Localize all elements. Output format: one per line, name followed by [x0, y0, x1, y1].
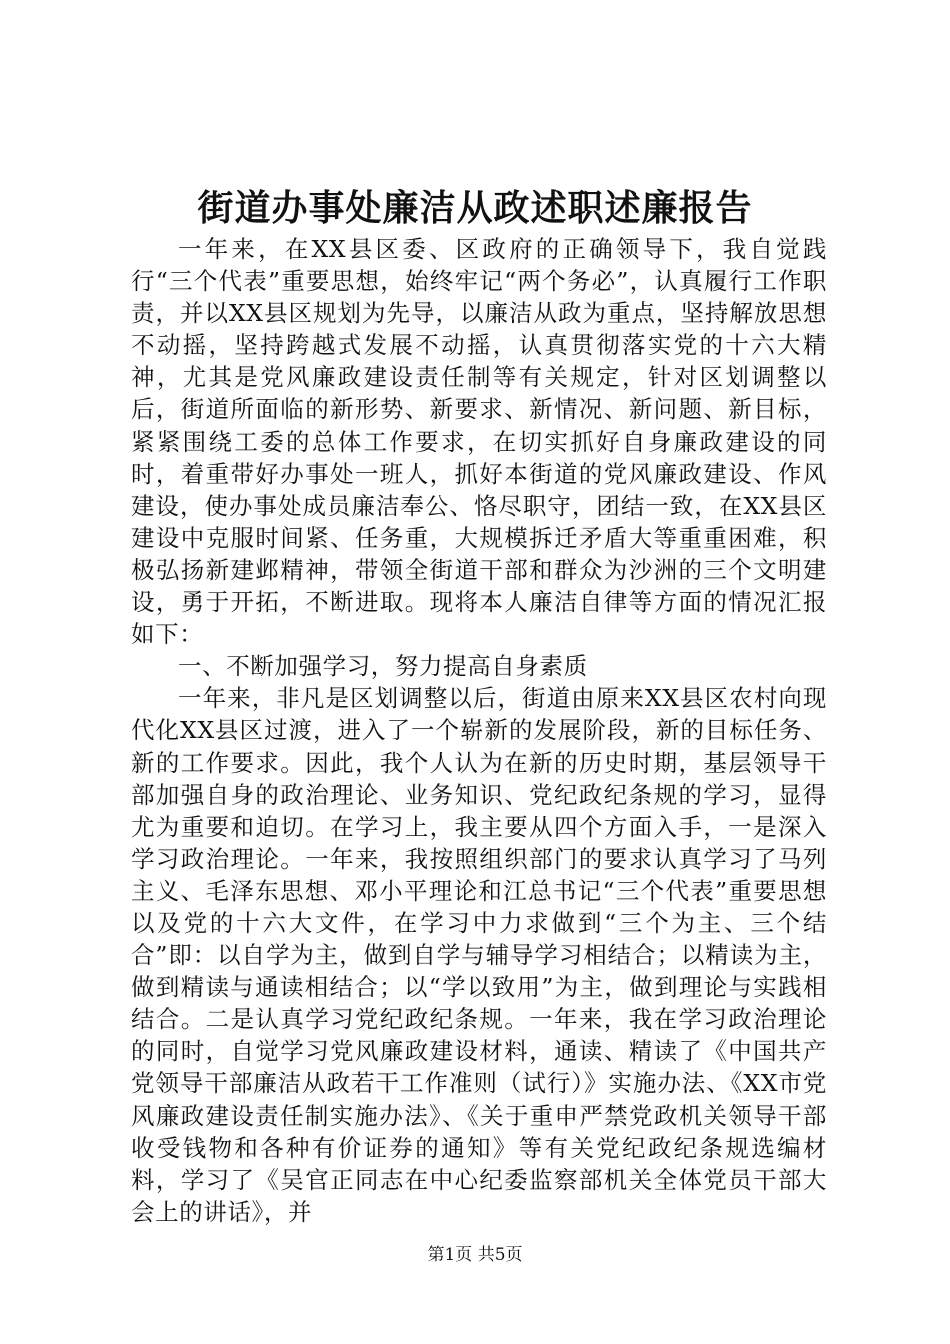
- document-title: 街道办事处廉洁从政述职述廉报告: [197, 187, 753, 229]
- page-footer: 第1页 共5页: [427, 1245, 523, 1265]
- section-heading-1: 一、不断加强学习，努力提高自身素质: [178, 652, 588, 681]
- paragraph-intro: 一年来，在XX县区委、区政府的正确领导下，我自觉践行“三个代表”重要思想，始终牢记“两个务必”，认真履行工作职责，并以XX县区规划为先导，以廉洁从政为重点，坚持解放思想不动摇，坚持跨越式发展不动摇，认真贯彻落实党的十六大精神，尤其是党风廉政建设责任制等有关规定，针对区划调整以后，街道所面临的新形势、新要求、新情况、新问题、新目标，紧紧围绕工委的总体工作要求，在切实抓好自身廉政建设的同时，着重带好办事处一班人，抓好本街道的党风廉政建设、作风建设，使办事处成员廉洁奉公、恪尽职守，团结一致，在XX县区建设中克服时间紧、任务重，大规模拆迁矛盾大等重重困难，积极弘扬新建邺精神，带领全街道干部和群众为沙洲的三个文明建设，勇于开拓，不断进取。现将本人廉洁自律等方面的情况汇报如下：: [131, 235, 827, 649]
- paragraph-study: 一年来，非凡是区划调整以后，街道由原来XX县区农村向现代化XX县区过渡，进入了一个崭新的发展阶段，新的目标任务、新的工作要求。因此，我个人认为在新的历史时期，基层领导干部加强自身的政治理论、业务知识、党纪政纪条规的学习，显得尤为重要和迫切。在学习上，我主要从四个方面入手，一是深入学习政治理论。一年来，我按照组织部门的要求认真学习了马列主义、毛泽东思想、邓小平理论和江总书记“三个代表”重要思想以及党的十六大文件，在学习中力求做到“三个为主、三个结合”即：以自学为主，做到自学与辅导学习相结合；以精读为主，做到精读与通读相结合；以“学以致用”为主，做到理论与实践相结合。二是认真学习党纪政纪条规。一年来，我在学习政治理论的同时，自觉学习党风廉政建设材料，通读、精读了《中国共产党领导干部廉洁从政若干工作准则（试行）》实施办法、《XX市党风廉政建设责任制实施办法》、《关于重申严禁党政机关领导干部收受钱物和各种有价证券的通知》等有关党纪政纪条规选编材料，学习了《吴官正同志在中心纪委监察部机关全体党员干部大会上的讲话》，并: [131, 684, 827, 1226]
- document-body: [131, 233, 827, 1228]
